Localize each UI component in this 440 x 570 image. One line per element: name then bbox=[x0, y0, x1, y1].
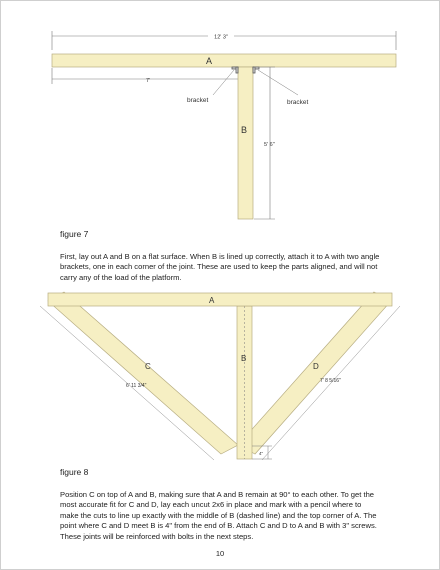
board-b bbox=[238, 67, 253, 219]
board-c-label: C bbox=[145, 362, 151, 371]
dimension-bottom-label: 4" bbox=[259, 451, 264, 456]
figure-8-diagram bbox=[0, 288, 440, 463]
dimension-top-label: 12' 3" bbox=[214, 34, 228, 41]
board-a bbox=[48, 293, 392, 306]
bracket-right-label: bracket bbox=[287, 99, 309, 106]
board-a-label: A bbox=[206, 56, 213, 66]
figure-7-diagram bbox=[0, 0, 440, 225]
paragraph-1: First, lay out A and B on a flat surface. When B is lined up correctly, attach it to A with two angle brackets, one in each corner of the joint. These are used to keep the parts aligned, and will not carry any of the load of the platform. bbox=[60, 252, 380, 282]
board-a bbox=[52, 54, 396, 67]
page-number: 10 bbox=[215, 549, 225, 558]
board-d bbox=[238, 292, 391, 454]
figure-8-caption: figure 8 bbox=[60, 467, 89, 477]
bracket-left-shape bbox=[232, 67, 238, 73]
bracket-left-label: bracket bbox=[187, 97, 209, 104]
board-b-label: B bbox=[241, 354, 247, 363]
dimension-d-label: 7' 8 5/16" bbox=[320, 378, 341, 384]
dimension-left-label: 7' bbox=[146, 78, 151, 84]
bracket-leaders bbox=[213, 70, 298, 95]
paragraph-2: Position C on top of A and B, making sure that A and B remain at 90° to each other. To get the most accurate fit for C and D, lay each uncut 2x6 in place and mark with a pencil where to make the cuts to line up exactly with the middle of B (dashed line) and the top corner of A. The point where C and D meet B is 4" from the end of B. Attach C and D to A and B with 3" screws. These joints will be reinforced with bolts in the next steps. bbox=[60, 490, 377, 541]
dimension-c-label: 6' 11 3/4" bbox=[126, 383, 147, 389]
board-c bbox=[48, 292, 238, 454]
figure-7-caption: figure 7 bbox=[60, 229, 89, 239]
board-a-label: A bbox=[209, 296, 215, 305]
board-d-label: D bbox=[313, 362, 319, 371]
dimension-right-label: 5' 6" bbox=[264, 142, 275, 148]
board-b-label: B bbox=[241, 125, 248, 135]
